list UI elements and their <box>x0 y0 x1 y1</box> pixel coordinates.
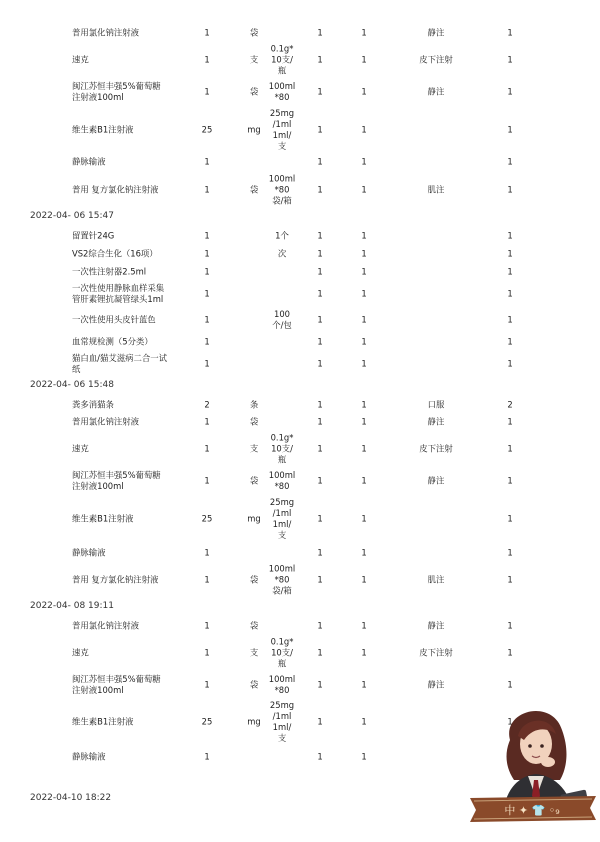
item-count-a: 1 <box>317 620 323 631</box>
item-total: 1 <box>507 358 513 369</box>
item-spec: 25mg /1ml 1ml/ 支 <box>269 496 295 541</box>
item-name: 维生素B1注射液 <box>72 513 134 524</box>
item-unit: 袋 <box>249 184 259 195</box>
item-unit: 支 <box>249 647 259 658</box>
section-date: 2022-04- 06 15:47 <box>30 211 114 221</box>
mascot-sticker <box>462 700 600 842</box>
item-quantity: 1 <box>204 416 210 427</box>
item-total: 1 <box>507 475 513 486</box>
item-unit: 支 <box>249 443 259 454</box>
item-name: 速克 <box>72 647 89 658</box>
item-route: 口服 <box>427 399 445 410</box>
item-count-a: 1 <box>317 679 323 690</box>
item-total: 1 <box>507 336 513 347</box>
item-route: 皮下注射 <box>419 647 453 658</box>
item-quantity: 1 <box>204 679 210 690</box>
item-count-b: 1 <box>361 475 367 486</box>
item-route: 静注 <box>427 27 445 38</box>
item-unit: 条 <box>249 399 259 410</box>
section-date: 2022-04- 08 19:11 <box>30 601 114 611</box>
item-spec: 25mg /1ml 1ml/ 支 <box>269 699 295 744</box>
item-name: 静脉输液 <box>72 547 106 558</box>
item-total: 1 <box>507 230 513 241</box>
item-quantity: 1 <box>204 156 210 167</box>
item-total: 2 <box>507 399 513 410</box>
item-unit: mg <box>247 124 261 135</box>
item-total: 1 <box>507 620 513 631</box>
item-count-b: 1 <box>361 399 367 410</box>
item-count-b: 1 <box>361 443 367 454</box>
item-count-b: 1 <box>361 547 367 558</box>
item-route: 静注 <box>427 475 445 486</box>
item-quantity: 1 <box>204 184 210 195</box>
item-spec: 25mg /1ml 1ml/ 支 <box>269 107 295 152</box>
item-quantity: 1 <box>204 358 210 369</box>
item-count-b: 1 <box>361 86 367 97</box>
item-quantity: 1 <box>204 751 210 762</box>
item-name: 猫白血/猫艾滋病二合一试 纸 <box>72 352 167 374</box>
item-total: 1 <box>507 86 513 97</box>
item-count-a: 1 <box>317 547 323 558</box>
item-unit: 袋 <box>249 475 259 486</box>
item-count-b: 1 <box>361 751 367 762</box>
item-unit: 袋 <box>249 574 259 585</box>
mascot-eye-right <box>540 744 544 748</box>
item-name: 维生素B1注射液 <box>72 716 134 727</box>
item-count-b: 1 <box>361 230 367 241</box>
item-spec: 1个 <box>275 230 289 241</box>
item-count-b: 1 <box>361 513 367 524</box>
item-spec: 次 <box>277 248 287 259</box>
item-spec: 100ml *80 袋/箱 <box>268 563 296 596</box>
item-name: 维生素B1注射液 <box>72 124 134 135</box>
item-quantity: 1 <box>204 443 210 454</box>
item-unit: 支 <box>249 54 259 65</box>
item-count-a: 1 <box>317 184 323 195</box>
item-name: 闽江苏恒丰强5%葡萄糖 注射液100ml <box>72 80 161 102</box>
item-name: 普用 复方氯化钠注射液 <box>72 574 159 585</box>
item-spec: 100ml *80 袋/箱 <box>268 173 296 206</box>
item-route: 皮下注射 <box>419 54 453 65</box>
item-spec: 0.1g* 10支/ 瓶 <box>270 43 294 76</box>
item-count-b: 1 <box>361 416 367 427</box>
item-unit: 袋 <box>249 620 259 631</box>
item-count-b: 1 <box>361 288 367 299</box>
item-total: 1 <box>507 248 513 259</box>
item-name: 速克 <box>72 54 89 65</box>
item-spec: 0.1g* 10支/ 瓶 <box>270 636 294 669</box>
item-name: 一次性使用头皮针蓝色 <box>72 314 156 325</box>
item-count-b: 1 <box>361 156 367 167</box>
item-count-a: 1 <box>317 124 323 135</box>
item-spec: 100ml *80 <box>268 80 296 102</box>
item-quantity: 1 <box>204 620 210 631</box>
item-quantity: 2 <box>204 399 210 410</box>
item-count-b: 1 <box>361 54 367 65</box>
item-quantity: 25 <box>201 124 213 135</box>
item-count-b: 1 <box>361 716 367 727</box>
item-quantity: 1 <box>204 336 210 347</box>
item-count-a: 1 <box>317 513 323 524</box>
banner-text: 中 ✦ 👕 ◦₉ <box>504 804 560 817</box>
item-count-a: 1 <box>317 248 323 259</box>
item-unit: 袋 <box>249 27 259 38</box>
item-total: 1 <box>507 574 513 585</box>
item-count-b: 1 <box>361 266 367 277</box>
item-total: 1 <box>507 679 513 690</box>
item-spec: 0.1g* 10支/ 瓶 <box>270 432 294 465</box>
mascot-eye-left <box>528 744 532 748</box>
item-quantity: 1 <box>204 266 210 277</box>
item-route: 肌注 <box>427 574 445 585</box>
item-name: 静脉输液 <box>72 156 106 167</box>
item-count-a: 1 <box>317 574 323 585</box>
item-name: 闽江苏恒丰强5%葡萄糖 注射液100ml <box>72 469 161 491</box>
item-count-a: 1 <box>317 156 323 167</box>
item-quantity: 1 <box>204 248 210 259</box>
item-unit: mg <box>247 513 261 524</box>
item-total: 1 <box>507 547 513 558</box>
item-count-a: 1 <box>317 54 323 65</box>
item-name: 静脉输液 <box>72 751 106 762</box>
item-name: 粪多消猫条 <box>72 399 114 410</box>
item-unit: 袋 <box>249 679 259 690</box>
mascot-hand <box>541 757 555 767</box>
item-count-a: 1 <box>317 288 323 299</box>
item-total: 1 <box>507 54 513 65</box>
item-quantity: 1 <box>204 475 210 486</box>
item-count-b: 1 <box>361 336 367 347</box>
item-name: 普用氯化钠注射液 <box>72 620 139 631</box>
item-quantity: 25 <box>201 513 213 524</box>
item-quantity: 1 <box>204 54 210 65</box>
item-total: 1 <box>507 288 513 299</box>
item-total: 1 <box>507 266 513 277</box>
item-count-a: 1 <box>317 336 323 347</box>
item-route: 静注 <box>427 86 445 97</box>
item-count-b: 1 <box>361 124 367 135</box>
item-count-a: 1 <box>317 27 323 38</box>
item-count-b: 1 <box>361 647 367 658</box>
item-quantity: 1 <box>204 86 210 97</box>
item-route: 静注 <box>427 620 445 631</box>
item-quantity: 1 <box>204 574 210 585</box>
item-count-b: 1 <box>361 314 367 325</box>
item-unit: 袋 <box>249 416 259 427</box>
item-count-a: 1 <box>317 266 323 277</box>
item-total: 1 <box>507 156 513 167</box>
item-unit: mg <box>247 716 261 727</box>
item-quantity: 1 <box>204 230 210 241</box>
item-quantity: 1 <box>204 647 210 658</box>
item-count-a: 1 <box>317 751 323 762</box>
item-spec: 100 个/包 <box>272 308 292 330</box>
item-total: 1 <box>507 513 513 524</box>
item-name: 血常规检测（5分类） <box>72 336 153 347</box>
item-count-a: 1 <box>317 86 323 97</box>
item-name: 留置针24G <box>72 230 115 241</box>
item-count-a: 1 <box>317 443 323 454</box>
item-name: 闽江苏恒丰强5%葡萄糖 注射液100ml <box>72 673 161 695</box>
item-route: 肌注 <box>427 184 445 195</box>
item-total: 1 <box>507 27 513 38</box>
item-count-a: 1 <box>317 647 323 658</box>
item-name: 普用 复方氯化钠注射液 <box>72 184 159 195</box>
item-spec: 100ml *80 <box>268 469 296 491</box>
item-quantity: 1 <box>204 27 210 38</box>
item-route: 静注 <box>427 679 445 690</box>
item-count-b: 1 <box>361 27 367 38</box>
item-count-b: 1 <box>361 248 367 259</box>
item-name: 一次性注射器2.5ml <box>72 266 147 277</box>
item-count-a: 1 <box>317 416 323 427</box>
section-date: 2022-04-10 18:22 <box>30 793 112 803</box>
item-quantity: 1 <box>204 288 210 299</box>
item-count-a: 1 <box>317 358 323 369</box>
item-count-b: 1 <box>361 184 367 195</box>
item-route: 静注 <box>427 416 445 427</box>
item-total: 1 <box>507 716 513 727</box>
item-total: 1 <box>507 314 513 325</box>
item-quantity: 1 <box>204 314 210 325</box>
section-date: 2022-04- 06 15:48 <box>30 380 114 390</box>
item-name: VS2综合生化（16项） <box>72 248 158 259</box>
item-count-a: 1 <box>317 475 323 486</box>
item-total: 1 <box>507 184 513 195</box>
item-count-a: 1 <box>317 314 323 325</box>
item-unit: 袋 <box>249 86 259 97</box>
item-total: 1 <box>507 647 513 658</box>
item-count-a: 1 <box>317 716 323 727</box>
item-count-a: 1 <box>317 230 323 241</box>
mascot-banner <box>470 796 596 822</box>
item-total: 1 <box>507 124 513 135</box>
item-name: 速克 <box>72 443 89 454</box>
item-quantity: 25 <box>201 716 213 727</box>
item-count-b: 1 <box>361 620 367 631</box>
item-count-a: 1 <box>317 399 323 410</box>
item-spec: 100ml *80 <box>268 673 296 695</box>
item-count-b: 1 <box>361 574 367 585</box>
item-name: 普用氯化钠注射液 <box>72 27 139 38</box>
item-total: 1 <box>507 416 513 427</box>
item-count-b: 1 <box>361 358 367 369</box>
item-name: 普用氯化钠注射液 <box>72 416 139 427</box>
item-count-b: 1 <box>361 679 367 690</box>
item-route: 皮下注射 <box>419 443 453 454</box>
item-total: 1 <box>507 443 513 454</box>
item-quantity: 1 <box>204 547 210 558</box>
item-name: 一次性使用静脉血样采集 管肝素锂抗凝管绿头1ml <box>72 282 165 304</box>
